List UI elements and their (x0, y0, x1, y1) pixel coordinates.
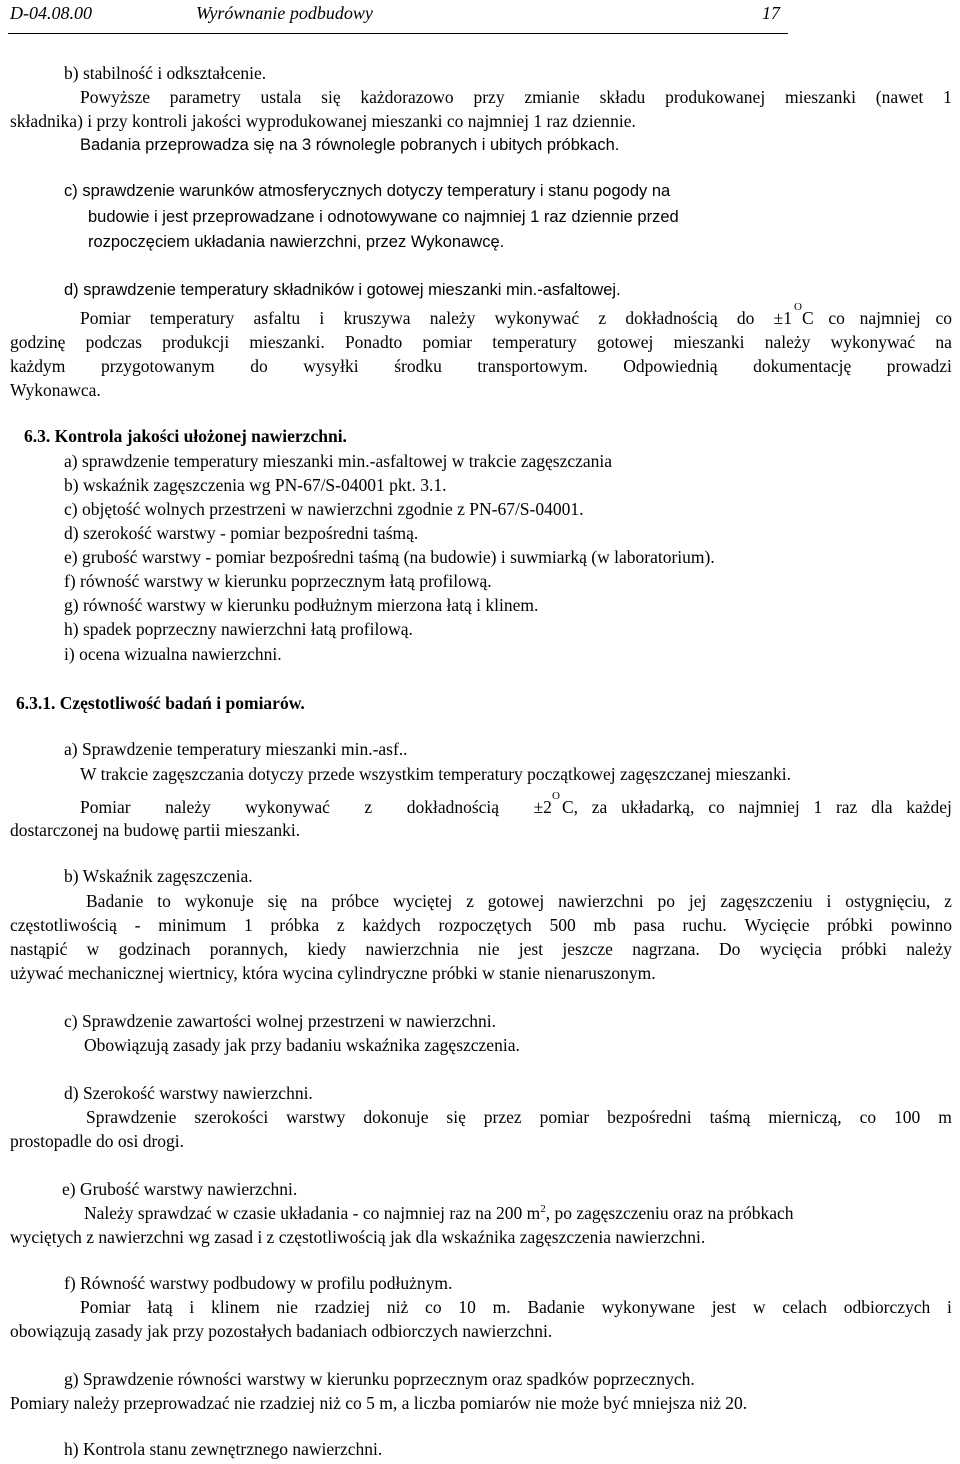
word: ustala (260, 87, 302, 107)
word: zagęszczeniu (720, 891, 813, 911)
section-63-heading: 6.3. Kontrola jakości ułożonej nawierzchni. (24, 426, 347, 446)
word: pasa (633, 915, 665, 935)
word: wyciętej (392, 891, 453, 911)
word: Pomiar (80, 308, 131, 328)
word: ±2 (533, 797, 552, 817)
word: nawierzchnia (365, 939, 459, 959)
section-c-line2: budowie i jest przeprowadzane i odnotowywane co najmniej 1 raz dziennie przed (88, 208, 679, 226)
word: wysyłki (303, 356, 359, 376)
word: produkcji (162, 332, 230, 352)
header-rule (8, 33, 788, 34)
word: ruchu. (682, 915, 727, 935)
word: każdorazowo (360, 87, 454, 107)
word: Odpowiednią (623, 356, 718, 376)
word: ±1 (773, 308, 792, 328)
section-c-line3: rozpoczęciem układania nawierzchni, przez Wykonawcę. (88, 233, 505, 251)
word: do (736, 308, 755, 328)
word: przygotowanym (100, 356, 215, 376)
word: i (826, 891, 832, 911)
word: gotowej (597, 332, 654, 352)
subsection-d-line2: prostopadle do osi drogi. (10, 1131, 185, 1151)
word: do (250, 356, 268, 376)
word: w (752, 1297, 766, 1317)
word: i (189, 1297, 195, 1317)
word: szerokości (194, 1107, 269, 1127)
section-d-line2 (80, 301, 952, 329)
subsection-d-line1 (86, 1106, 952, 1128)
word: co (935, 308, 952, 328)
word: się (321, 87, 341, 107)
subsection-g-title: g) Sprawdzenie równości warstwy w kierunku poprzecznym oraz spadków poprzecznych. (64, 1369, 695, 1389)
word: przez (483, 1107, 522, 1127)
word: łatą (147, 1297, 173, 1317)
word: próbki (841, 939, 887, 959)
word: jej (688, 891, 707, 911)
subsection-a-line2-b (562, 796, 952, 818)
header-doc-code: D-04.08.00 (10, 3, 92, 23)
word: nie (276, 1297, 298, 1317)
word: kiedy (307, 939, 347, 959)
section-63-item: h) spadek poprzeczny nawierzchni łatą profilową. (64, 619, 413, 639)
word: porannych, (209, 939, 289, 959)
subsection-c-line1: Obowiązują zasady jak przy badaniu wskaźnika zagęszczenia. (84, 1035, 520, 1055)
section-63-item: e) grubość warstwy - pomiar bezpośredni taśmą (na budowie) i suwmiarką (w laboratorium). (64, 547, 715, 567)
word: podczas (85, 332, 142, 352)
word: taśmą (709, 1107, 751, 1127)
word: Powyższe (80, 87, 150, 107)
section-63-item: c) objętość wolnych przestrzeni w nawierzchni zgodnie z PN-67/S-04001. (64, 499, 584, 519)
intro-p1-line1 (80, 86, 952, 108)
word: wykonywać (245, 797, 330, 817)
word: klinem (211, 1297, 260, 1317)
word: mieszanki (673, 332, 745, 352)
word: powinno (890, 915, 952, 935)
word: pomiar (422, 332, 473, 352)
word: mb (593, 915, 616, 935)
word: 1 (813, 797, 823, 817)
word: jeszcze (562, 939, 613, 959)
word: wykonuje (184, 891, 254, 911)
word: gotowej (487, 891, 545, 911)
word: należy (165, 797, 211, 817)
word: C, (561, 797, 579, 817)
subsection-b-line4: używać mechanicznej wiertnicy, która wycina cylindryczne próbki w stanie nienaruszonym. (10, 963, 656, 983)
word: najmniej (859, 308, 921, 328)
square-superscript: 2 (540, 1203, 546, 1215)
word: mieszanki. (249, 332, 325, 352)
word: na (301, 891, 318, 911)
section-63-item: d) szerokość warstwy - pomiar bezpośredni taśmą. (64, 523, 419, 543)
word: - (134, 915, 141, 935)
header-page-number: 17 (762, 3, 780, 23)
word: dokładnością (625, 308, 718, 328)
word: jest (518, 939, 544, 959)
word: z (336, 915, 345, 935)
word: 100 (894, 1107, 921, 1127)
word: raz (835, 797, 858, 817)
word: warstwy (286, 1107, 346, 1127)
word: pomiar (539, 1107, 590, 1127)
word: układarką, (621, 797, 695, 817)
word: z (364, 797, 373, 817)
section-d-line2-a (80, 307, 792, 329)
word: za (591, 797, 608, 817)
subsection-b-title: b) Wskaźnik zagęszczenia. (64, 866, 253, 886)
word: z (466, 891, 474, 911)
subsection-a-title: a) Sprawdzenie temperatury mieszanki min.-asf.. (64, 739, 408, 759)
word: mierniczą, (768, 1107, 842, 1127)
word: na (935, 332, 952, 352)
word: nastąpić (10, 939, 68, 959)
word: i (947, 1297, 952, 1317)
word: wykonywane (601, 1297, 695, 1317)
word: m (938, 1107, 952, 1127)
word: celach (782, 1297, 827, 1317)
word: po (657, 891, 675, 911)
word: nagrzana. (632, 939, 700, 959)
word: dokładnością (406, 797, 500, 817)
word: Badanie (86, 891, 144, 911)
subsection-a-line1: W trakcie zagęszczania dotyczy przede wszystkim temperatury początkowej zagęszczanej mieszanki. (80, 764, 791, 784)
section-d-line3 (10, 331, 952, 353)
word: dokumentację (753, 356, 852, 376)
word: częstotliwością (10, 915, 117, 935)
word: Do (719, 939, 741, 959)
word: i (319, 308, 325, 328)
word: w (86, 939, 100, 959)
word: nawierzchni (558, 891, 644, 911)
section-63-item: a) sprawdzenie temperatury mieszanki min.-asfaltowej w trakcie zagęszczania (64, 451, 613, 471)
word: każdych (362, 915, 421, 935)
word: środku (394, 356, 442, 376)
word: 1 (244, 915, 253, 935)
word: 10 (458, 1297, 476, 1317)
section-631-heading: 6.3.1. Częstotliwość badań i pomiarów. (16, 693, 305, 713)
word: 500 (549, 915, 576, 935)
word: m. (492, 1297, 511, 1317)
word: co (828, 308, 845, 328)
word: z (944, 891, 952, 911)
subsection-d-title: d) Szerokość warstwy nawierzchni. (64, 1083, 313, 1103)
word: rozpoczętych (438, 915, 532, 935)
word: prowadzi (886, 356, 952, 376)
word: niż (386, 1297, 409, 1317)
word: się (267, 891, 288, 911)
word: Badanie (527, 1297, 585, 1317)
word: godzinach (118, 939, 191, 959)
section-d-line1: d) sprawdzenie temperatury składników i gotowej mieszanki min.-asfaltowej. (64, 281, 621, 299)
word: wykonywać (830, 332, 916, 352)
intro-p1-line3: Badania przeprowadza się na 3 równolegle pobranych i ubitych próbkach. (80, 136, 620, 154)
word: parametry (169, 87, 241, 107)
degree-superscript: O (552, 790, 560, 802)
word: 1 (943, 87, 952, 107)
word: próbka (270, 915, 320, 935)
word: dla (871, 797, 893, 817)
word: Ponadto (344, 332, 403, 352)
subsection-e-title: e) Grubość warstwy nawierzchni. (62, 1179, 298, 1199)
word: C (802, 308, 814, 328)
header-title: Wyrównanie podbudowy (196, 3, 373, 23)
word: wycięcia (759, 939, 822, 959)
subsection-e-line1-a: Należy sprawdzać w czasie układania - co najmniej raz na 200 m (84, 1203, 541, 1223)
subsection-f-title: f) Równość warstwy podbudowy w profilu podłużnym. (64, 1273, 453, 1293)
word: każdym (10, 356, 66, 376)
word: dokonuje (363, 1107, 429, 1127)
subsection-f-line2: obowiązują zasady jak przy pozostałych badaniach odbiorczych nawierzchni. (10, 1321, 553, 1341)
word: każdej (906, 797, 952, 817)
intro-p1-line2: składnika) i przy kontroli jakości wyprodukowanej mieszanki co najmniej 1 raz dziennie. (10, 111, 636, 131)
word: odbiorczych (843, 1297, 931, 1317)
section-d-line5: Wykonawca. (10, 380, 101, 400)
subsection-b-line2 (10, 914, 952, 936)
word: Wycięcie (744, 915, 810, 935)
word: zmianie (524, 87, 580, 107)
degree-superscript: O (794, 301, 802, 313)
word: godzinę (10, 332, 66, 352)
word: mieszanki (785, 87, 856, 107)
word: przy (473, 87, 505, 107)
subsection-a-line2-a (80, 796, 552, 818)
section-63-item: b) wskaźnik zagęszczenia wg PN-67/S-04001 pkt. 3.1. (64, 475, 447, 495)
subsection-c-title: c) Sprawdzenie zawartości wolnej przestrzeni w nawierzchni. (64, 1011, 496, 1031)
word: wykonywać (494, 308, 580, 328)
word: ostygnięciu, (845, 891, 931, 911)
word: temperatury (149, 308, 235, 328)
subsection-b-line1 (86, 890, 952, 912)
word: najmniej (738, 797, 800, 817)
word: nie (478, 939, 500, 959)
subsection-e-line1 (84, 1202, 794, 1224)
word: rzadziej (314, 1297, 371, 1317)
section-63-item: g) równość warstwy w kierunku podłużnym mierzona łatą i klinem. (64, 595, 539, 615)
section-d-line4 (10, 355, 952, 377)
word: (nawet (875, 87, 924, 107)
word: bezpośredni (607, 1107, 692, 1127)
word: minimum (158, 915, 227, 935)
word: transportowym. (477, 356, 588, 376)
word: z (598, 308, 607, 328)
word: Pomiar (80, 797, 131, 817)
word: to (157, 891, 171, 911)
word: należy (906, 939, 952, 959)
subsection-a-line3: dostarczonej na budowę partii mieszanki. (10, 820, 301, 840)
word: próbki (827, 915, 873, 935)
word: co (859, 1107, 877, 1127)
subsection-e-line1-b: , po zagęszczeniu oraz na próbkach (545, 1203, 794, 1223)
subsection-g-line1: Pomiary należy przeprowadzać nie rzadziej niż co 5 m, a liczba pomiarów nie może być mniejsza niż 20. (10, 1393, 748, 1413)
section-63-item: f) równość warstwy w kierunku poprzecznym łatą profilową. (64, 571, 492, 591)
word: składu (599, 87, 646, 107)
word: produkowanej (665, 87, 766, 107)
subsection-f-line1 (80, 1296, 952, 1318)
word: co (708, 797, 725, 817)
word: Sprawdzenie (86, 1107, 177, 1127)
subsection-a-line2 (80, 790, 952, 818)
word: temperatury (492, 332, 577, 352)
word: co (425, 1297, 442, 1317)
word: należy (429, 308, 476, 328)
section-63-item: i) ocena wizualna nawierzchni. (64, 644, 282, 664)
word: Pomiar (80, 1297, 131, 1317)
subsection-e-line2: wyciętych z nawierzchni wg zasad i z częstotliwością jak dla wskaźnika zagęszczenia nawierzchni. (10, 1227, 706, 1247)
word: jest (711, 1297, 737, 1317)
word: kruszywa (343, 308, 411, 328)
subsection-b-line3 (10, 938, 952, 960)
word: próbce (331, 891, 380, 911)
section-d-line2-b (802, 307, 952, 329)
subsection-h-title: h) Kontrola stanu zewnętrznego nawierzchni. (64, 1439, 383, 1459)
word: należy (764, 332, 811, 352)
word: się (446, 1107, 466, 1127)
word: asfaltu (253, 308, 301, 328)
intro-b-label: b) stabilność i odkształcenie. (64, 63, 267, 83)
section-c-line1: c) sprawdzenie warunków atmosferycznych dotyczy temperatury i stanu pogody na (64, 182, 671, 200)
